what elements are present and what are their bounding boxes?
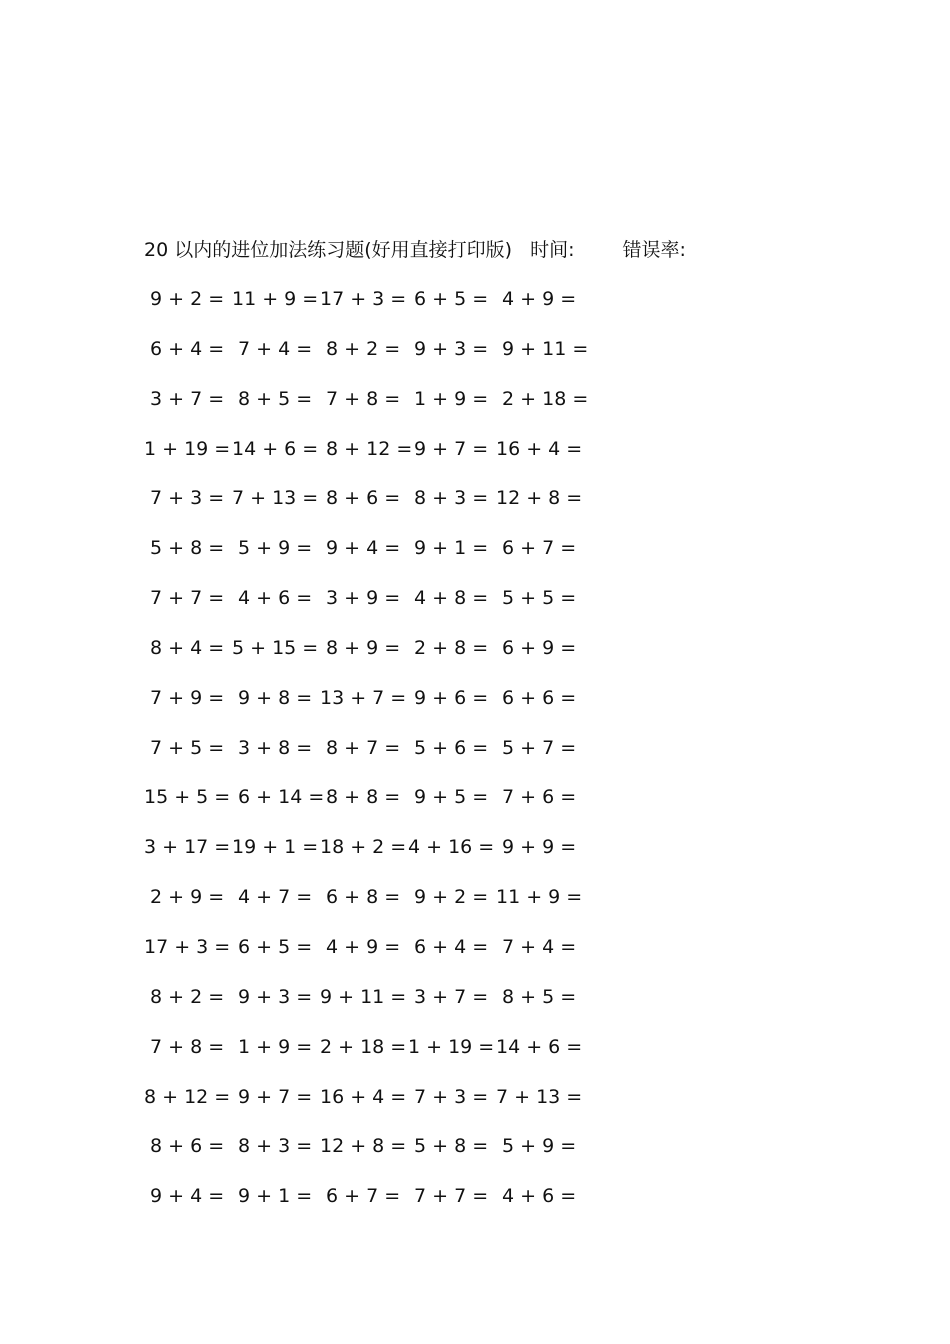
problem-item: 7 + 8 = [144,1035,225,1058]
problem-item: 6 + 9 = [496,636,577,659]
problem-item: 5 + 6 = [408,736,489,759]
problem-item: 11 + 9 = [232,288,319,310]
problem-row [144,284,604,334]
problem-item: 4 + 9 = [496,288,577,310]
problem-item: 1 + 9 = [408,387,489,410]
problem-item: 7 + 6 = [496,786,577,809]
problem-item: 4 + 9 = [320,935,401,958]
problem-item: 12 + 8 = [496,487,583,510]
problem-item: 2 + 8 = [408,636,489,659]
problem-row [144,1032,604,1082]
problem-row [144,832,604,882]
problem-item: 9 + 5 = [408,786,489,809]
problem-item: 12 + 8 = [320,1135,407,1158]
problem-item: 2 + 9 = [144,886,225,909]
problem-item: 5 + 7 = [496,736,577,759]
problem-item: 8 + 5 = [496,985,577,1008]
problem-item: 2 + 18 = [496,387,589,410]
problem-item: 1 + 9 = [232,1035,313,1058]
problem-item: 6 + 7 = [320,1185,401,1208]
problem-item: 9 + 11 = [320,985,407,1008]
problem-item: 2 + 18 = [320,1035,407,1058]
problem-item: 3 + 7 = [144,387,225,410]
problem-grid [144,284,604,1231]
problem-item: 8 + 6 = [144,1135,225,1158]
problem-item: 9 + 7 = [408,437,489,460]
problem-row [144,533,604,583]
problem-item: 7 + 13 = [496,1085,583,1108]
problem-item: 11 + 9 = [496,886,583,909]
problem-item: 8 + 5 = [232,387,313,410]
problem-item: 9 + 1 = [408,537,489,560]
problem-item: 9 + 3 = [408,337,489,360]
problem-item: 5 + 5 = [496,587,577,610]
problem-item: 9 + 9 = [496,836,577,859]
problem-item: 6 + 4 = [144,337,225,360]
problem-item: 4 + 6 = [232,587,313,610]
problem-item: 14 + 6 = [232,437,319,460]
problem-row [144,782,604,832]
problem-item: 9 + 2 = [408,886,489,909]
problem-item: 6 + 5 = [408,288,489,310]
problem-item: 7 + 4 = [232,337,313,360]
problem-item: 6 + 14 = [232,786,325,809]
problem-item: 4 + 8 = [408,587,489,610]
problem-item: 3 + 17 = [144,836,231,859]
problem-item: 15 + 5 = [144,786,231,809]
problem-row [144,733,604,783]
problem-item: 9 + 7 = [232,1085,313,1108]
problem-row [144,882,604,932]
problem-item: 7 + 5 = [144,736,225,759]
problem-item: 5 + 8 = [408,1135,489,1158]
problem-row [144,334,604,384]
problem-item: 13 + 7 = [320,686,407,709]
problem-item: 17 + 3 = [320,288,407,310]
problem-item: 4 + 7 = [232,886,313,909]
problem-item: 9 + 6 = [408,686,489,709]
problem-row [144,583,604,633]
problem-item: 6 + 4 = [408,935,489,958]
problem-item: 8 + 2 = [320,337,401,360]
problem-row [144,434,604,484]
problem-item: 4 + 6 = [496,1185,577,1208]
problem-item: 3 + 9 = [320,587,401,610]
problem-item: 7 + 4 = [496,935,577,958]
problem-item: 8 + 7 = [320,736,401,759]
error-rate-label: 错误率: [622,239,686,261]
problem-item: 1 + 19 = [144,437,231,460]
problem-item: 18 + 2 = [320,836,407,859]
problem-row [144,932,604,982]
problem-item: 6 + 8 = [320,886,401,909]
problem-item: 8 + 12 = [144,1085,231,1108]
problem-item: 7 + 8 = [320,387,401,410]
problem-item: 8 + 3 = [232,1135,313,1158]
worksheet-header [144,236,686,264]
problem-item: 3 + 7 = [408,985,489,1008]
problem-item: 8 + 9 = [320,636,401,659]
problem-item: 9 + 4 = [320,537,401,560]
problem-item: 6 + 5 = [232,935,313,958]
problem-item: 8 + 12 = [320,437,413,460]
problem-row [144,683,604,733]
problem-item: 17 + 3 = [144,935,231,958]
problem-item: 8 + 8 = [320,786,401,809]
problem-item: 9 + 4 = [144,1185,225,1208]
problem-item: 7 + 3 = [408,1085,489,1108]
problem-item: 5 + 9 = [496,1135,577,1158]
problem-item: 5 + 15 = [232,636,319,659]
problem-item: 9 + 11 = [496,337,589,360]
problem-item: 9 + 8 = [232,686,313,709]
problem-item: 9 + 3 = [232,985,313,1008]
problem-item: 7 + 13 = [232,487,319,510]
problem-item: 8 + 3 = [408,487,489,510]
problem-item: 8 + 6 = [320,487,401,510]
problem-item: 7 + 7 = [408,1185,489,1208]
problem-row [144,384,604,434]
problem-row [144,483,604,533]
problem-item: 16 + 4 = [320,1085,407,1108]
problem-item: 6 + 7 = [496,537,577,560]
problem-item: 8 + 2 = [144,985,225,1008]
problem-row [144,1181,604,1231]
problem-item: 19 + 1 = [232,836,319,859]
problem-row [144,982,604,1032]
problem-item: 5 + 8 = [144,537,225,560]
time-label: 时间: [530,239,575,261]
problem-row [144,633,604,683]
problem-item: 1 + 19 = [408,1035,495,1058]
problem-item: 6 + 6 = [496,686,577,709]
problem-item: 7 + 3 = [144,487,225,510]
problem-item: 5 + 9 = [232,537,313,560]
worksheet-title: 20 以内的进位加法练习题(好用直接打印版) [144,239,513,261]
problem-item: 9 + 1 = [232,1185,313,1208]
problem-item: 16 + 4 = [496,437,583,460]
problem-row [144,1131,604,1181]
problem-item: 14 + 6 = [496,1035,583,1058]
problem-item: 7 + 7 = [144,587,225,610]
problem-item: 9 + 2 = [144,288,225,310]
problem-row [144,1082,604,1132]
problem-item: 3 + 8 = [232,736,313,759]
problem-item: 7 + 9 = [144,686,225,709]
problem-item: 8 + 4 = [144,636,225,659]
problem-item: 4 + 16 = [408,836,495,859]
